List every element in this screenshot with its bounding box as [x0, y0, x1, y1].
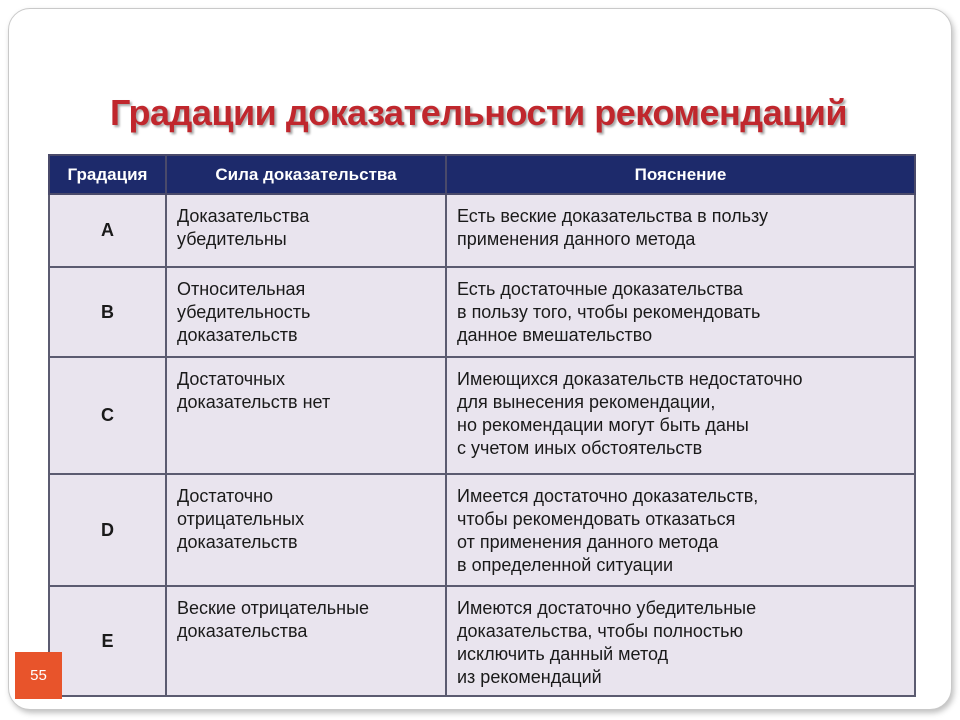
table-row: [49, 267, 915, 357]
strength-cell: Относительная убедительность доказательств: [166, 267, 446, 357]
table-row: [49, 474, 915, 586]
strength-cell: Доказательства убедительны: [166, 194, 446, 267]
explanation-cell: Имеются достаточно убедительные доказательства, чтобы полностью исключить данный метод из рекомендаций: [446, 586, 915, 696]
grade-cell: D: [49, 474, 166, 586]
table-header-row: [49, 155, 915, 194]
table-row: [49, 357, 915, 474]
slide-title: Градации доказательности рекомендаций: [110, 92, 848, 133]
strength-cell: Достаточно отрицательных доказательств: [166, 474, 446, 586]
slide-number-badge: 55: [15, 652, 62, 699]
explanation-cell: Имеющихся доказательств недостаточно для вынесения рекомендации, но рекомендации могут быть даны с учетом иных обстоятельств: [446, 357, 915, 474]
table-row: [49, 194, 915, 267]
grade-cell: B: [49, 267, 166, 357]
column-header-strength: Сила доказательства: [166, 155, 446, 194]
column-header-grade: Градация: [49, 155, 166, 194]
strength-cell: Достаточных доказательств нет: [166, 357, 446, 474]
evidence-grades-table: [48, 154, 916, 697]
table-row: [49, 586, 915, 696]
grade-cell: A: [49, 194, 166, 267]
grade-cell: E: [49, 586, 166, 696]
explanation-cell: Есть достаточные доказательства в пользу того, чтобы рекомендовать данное вмешательство: [446, 267, 915, 357]
explanation-cell: Есть веские доказательства в пользу применения данного метода: [446, 194, 915, 267]
explanation-cell: Имеется достаточно доказательств, чтобы рекомендовать отказаться от применения данного метода в определенной ситуации: [446, 474, 915, 586]
column-header-explanation: Пояснение: [446, 155, 915, 194]
grade-cell: C: [49, 357, 166, 474]
strength-cell: Веские отрицательные доказательства: [166, 586, 446, 696]
